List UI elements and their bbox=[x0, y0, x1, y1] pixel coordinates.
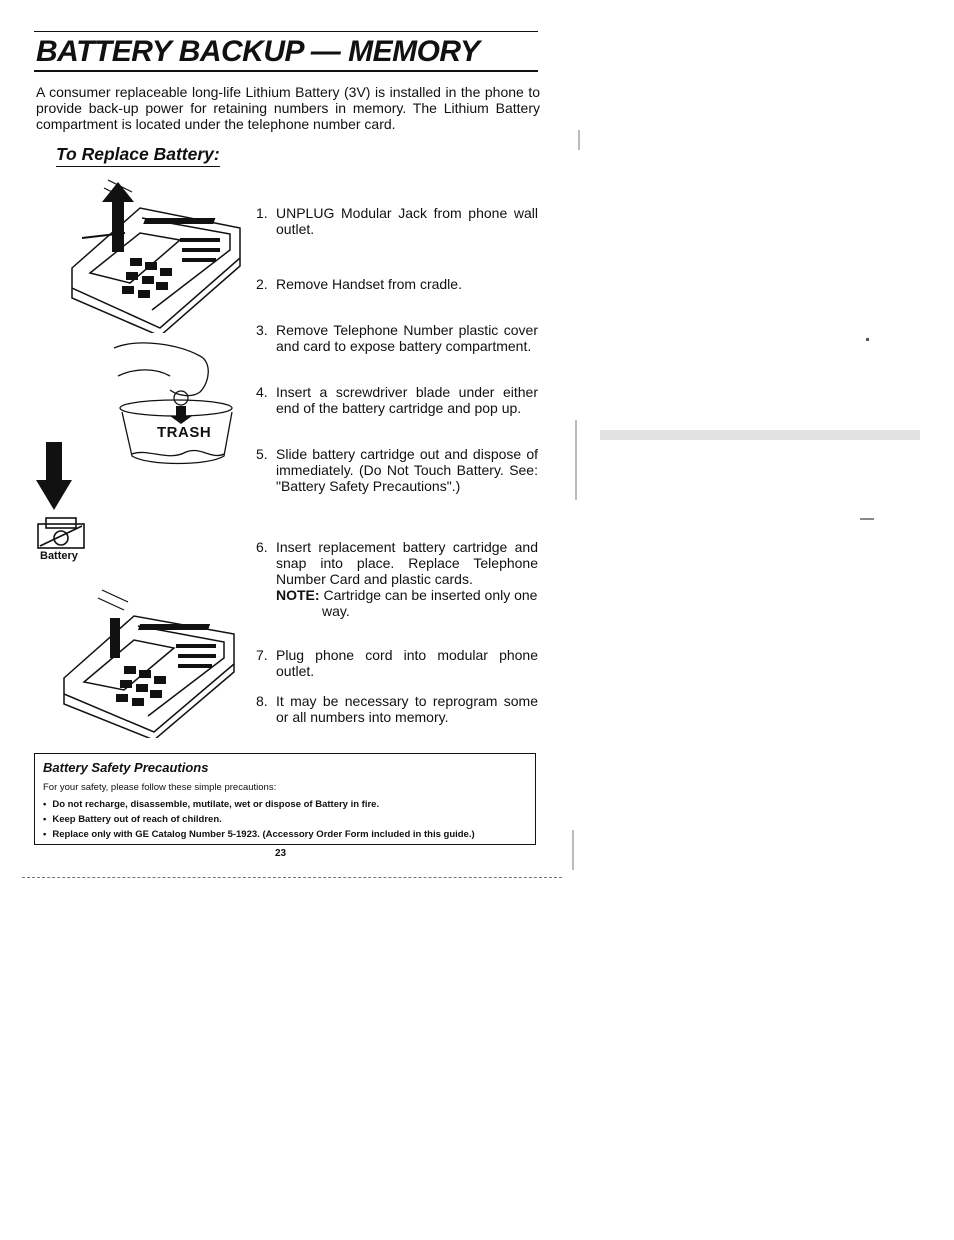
step-number: 1. bbox=[256, 205, 268, 221]
scan-speck bbox=[578, 130, 580, 150]
note-label: NOTE: bbox=[276, 587, 320, 603]
safety-title: Battery Safety Precautions bbox=[43, 760, 209, 775]
step-text: Slide battery cartridge out and dispose of immediately. (Do Not Touch Battery. See: "Battery Safety Precautions".) bbox=[276, 446, 538, 494]
step-text: It may be necessary to reprogram some or all numbers into memory. bbox=[276, 693, 538, 725]
step-number: 5. bbox=[256, 446, 268, 462]
list-item: • Keep Battery out of reach of children. bbox=[43, 812, 475, 827]
step-8 bbox=[256, 693, 538, 725]
step-number: 6. bbox=[256, 539, 268, 555]
trash-label: TRASH bbox=[157, 424, 212, 441]
scan-speck bbox=[600, 430, 920, 440]
step-number: 8. bbox=[256, 693, 268, 709]
list-item: • Replace only with GE Catalog Number 5-1923. (Accessory Order Form included in this guide.) bbox=[43, 827, 475, 842]
step-text: Insert a screwdriver blade under either end of the battery cartridge and pop up. bbox=[276, 384, 538, 416]
page-title: BATTERY BACKUP — MEMORY bbox=[36, 35, 480, 68]
step-number: 2. bbox=[256, 276, 268, 292]
step-text: Remove Handset from cradle. bbox=[276, 276, 462, 292]
step-4 bbox=[256, 384, 538, 416]
down-arrow-icon bbox=[36, 440, 72, 512]
step-5 bbox=[256, 446, 538, 494]
scan-speck bbox=[572, 830, 574, 870]
page-number: 23 bbox=[275, 848, 287, 859]
note-continuation: way. bbox=[322, 603, 350, 619]
trash-illustration bbox=[108, 336, 244, 470]
step-number: 7. bbox=[256, 647, 268, 663]
phone-illustration-top bbox=[60, 178, 246, 333]
title-bottom-rule bbox=[34, 70, 538, 72]
battery-caption: Battery bbox=[40, 550, 78, 562]
step-text: Remove Telephone Number plastic cover and card to expose battery compartment. bbox=[276, 322, 538, 354]
section-heading: To Replace Battery: bbox=[56, 144, 220, 167]
safety-intro: For your safety, please follow these simple precautions: bbox=[43, 782, 277, 793]
safety-list bbox=[43, 797, 475, 842]
title-top-rule bbox=[34, 31, 538, 32]
scan-speck bbox=[575, 420, 577, 500]
step-1 bbox=[256, 205, 538, 237]
safety-precautions-box bbox=[34, 753, 536, 845]
battery-cartridge-icon bbox=[36, 516, 86, 550]
scan-speck bbox=[866, 338, 869, 341]
step-number: 4. bbox=[256, 384, 268, 400]
step-text: Insert replacement battery cartridge and snap into place. Replace Telephone Number Card and plastic cards. bbox=[276, 539, 538, 587]
phone-illustration-bottom bbox=[58, 586, 238, 738]
step-7 bbox=[256, 647, 538, 679]
step-3 bbox=[256, 322, 538, 354]
scan-speck bbox=[860, 518, 874, 520]
list-item: • Do not recharge, disassemble, mutilate, wet or dispose of Battery in fire. bbox=[43, 797, 475, 812]
step-text: UNPLUG Modular Jack from phone wall outlet. bbox=[276, 205, 538, 237]
step-number: 3. bbox=[256, 322, 268, 338]
note-text: Cartridge can be inserted only one bbox=[323, 587, 538, 603]
step-2 bbox=[256, 276, 538, 292]
step-6 bbox=[256, 539, 538, 619]
step-note bbox=[276, 587, 538, 619]
scan-bottom-edge bbox=[22, 877, 562, 878]
step-text: Plug phone cord into modular phone outlet. bbox=[276, 647, 538, 679]
intro-paragraph: A consumer replaceable long-life Lithium Battery (3V) is installed in the phone to provide back-up power for retaining numbers in memory. The Lithium Battery compartment is located under the telephone number card. bbox=[36, 84, 540, 132]
